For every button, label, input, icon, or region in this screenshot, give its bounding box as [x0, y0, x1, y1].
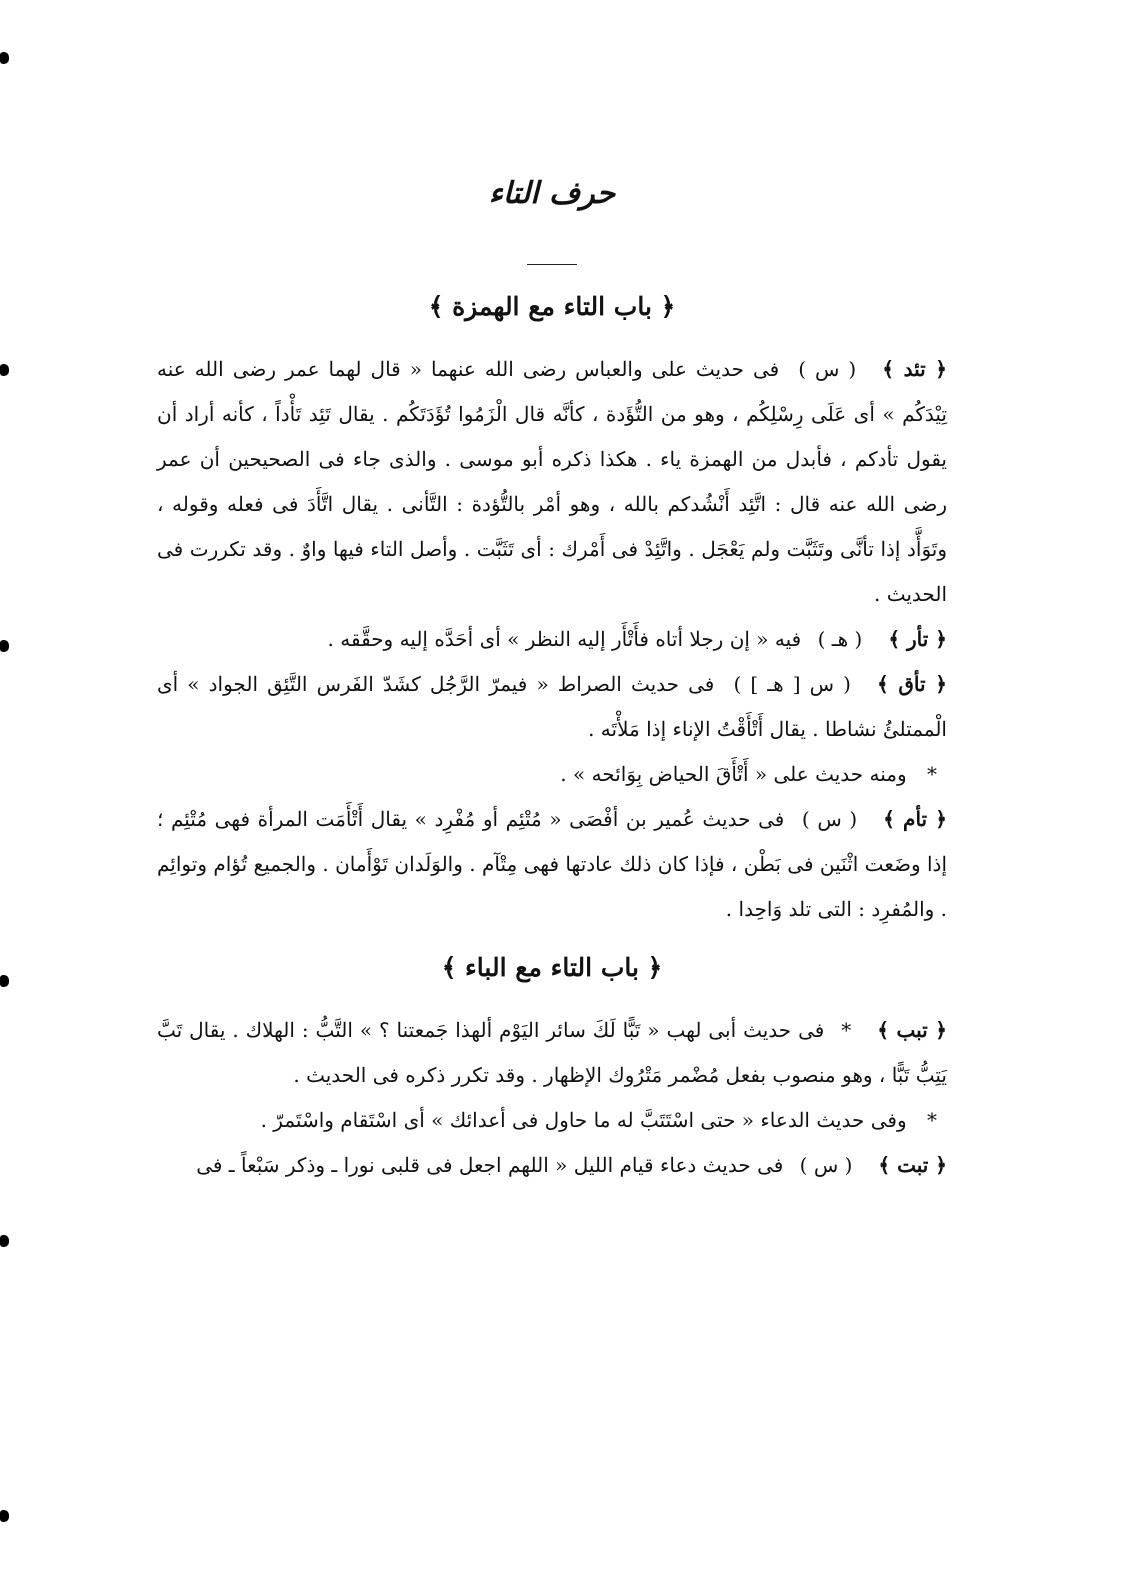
entry-headword: ﴿ تأق ﴾ [876, 672, 948, 696]
dictionary-entry [157, 662, 947, 752]
star-marker: * [841, 1018, 852, 1042]
scan-edge-mark [0, 1235, 9, 1247]
star-marker: * [927, 762, 937, 786]
scan-edge-mark [0, 640, 9, 652]
entry-text: فى حديث على والعباس رضى الله عنهما « قال لهما عمر رضى الله عنه تِيْدَكُم » أى عَلَى رِسْلِكُم ، وهو من التُّؤَدة ، كأنَّه قال الْزَمُوا تُؤَدَتَكُم . يقال تَئِد تَأْداً ، كأنه أراد أن يقول تأدكم ، فأبدل من الهمزة ياء . هكذا ذكره أبو موسى . والذى جاء فى الصحيحين أن عمر رضى الله عنه قال : اتَّئِد أَنْشُدكم بالله ، وهو أمْر بالتُّؤدة : التَّأنى . يقال اتَّأَدَ فى فعله وقوله ، وتَوَأَّد إذا تأنَّى وتَثَبَّت ولم يَعْجَل . واتَّئِدْ فى أَمْرك : أى تَثَبَّت . وأصل التاء فيها واوٌ . وقد تكررت فى الحديث . [157, 357, 948, 606]
section-heading: ﴿ باب التاء مع الباء ﴾ [441, 953, 663, 982]
chapter-title: حرف التاء [488, 176, 616, 211]
title-divider [527, 264, 577, 265]
dictionary-entry [157, 1143, 947, 1188]
entry-text: فى حديث دعاء قيام الليل « اللهم اجعل فى قلبى نورا ـ وذكر سَبْعاً ـ فى [196, 1153, 784, 1177]
entry-text: ومنه حديث على « أَتْأَقَ الحياض بِوَائحه » . [560, 762, 907, 786]
source-sigla: ( س ) [798, 357, 857, 381]
entry-text: فيه « إن رجلا أتاه فأَتْأَر إليه النظر » أى أحَدَّه إليه وحقَّقه . [327, 627, 802, 651]
entry-headword: ﴿ تأم ﴾ [883, 807, 948, 831]
dictionary-entry [157, 1008, 947, 1098]
dictionary-entry [157, 797, 947, 932]
entry-headword: ﴿ تأر ﴾ [888, 627, 947, 651]
entry-text: وفى حديث الدعاء « حتى اسْتَتَبَّ له ما حاول فى أعدائك » أى اسْتَقام واسْتَمرّ . [260, 1108, 907, 1132]
entry-text: فى حديث الصراط « فيمرّ الرَّجُل كشَدّ الفَرس التَّئِق الجواد » أى الْممتلئُ نشاطا . يقال أَتْأَقْتُ الإناء إذا مَلأْتَه . [157, 672, 947, 741]
dictionary-subentry [157, 1098, 947, 1143]
entry-text: فى حديث عُمير بن أفْصَى « مُتْئِم أو مُفْرِد » يقال أَتْأَمَت المرأة فهى مُتْئِم ؛ إذا وضَعت اثْنَين فى بَطْن ، فإذا كان ذلك عادتها فهى مِتْآم . والوَلَدان تَوْأَمان . والجميع تُؤام وتوائِم . والمُفرِد : التى تلد وَاحِدا . [157, 807, 947, 921]
star-marker: * [927, 1108, 937, 1132]
source-sigla: ( س ) [801, 807, 858, 831]
entry-text: فى حديث أبى لهب « تَبًّا لَكَ سائر اليَوْم ألهذا جَمعتنا ؟ » التَّبُّ : الهلاك . يقال تَبَّ يَتِبُّ تَبًّا ، وهو منصوب بفعل مُضْمر مَتْرُوك الإظهار . وقد تكرر ذكره فى الحديث . [157, 1018, 947, 1087]
scan-edge-mark [0, 52, 9, 64]
source-sigla: ( س [ هـ ] ) [733, 672, 851, 696]
source-sigla: ( هـ ) [817, 627, 863, 651]
dictionary-entry [157, 617, 947, 662]
dictionary-entry [157, 347, 947, 617]
entry-headword: ﴿ تبب ﴾ [877, 1018, 947, 1042]
scan-edge-mark [0, 364, 9, 376]
scan-edge-mark [0, 1510, 9, 1522]
entry-headword: ﴿ تبت ﴾ [878, 1153, 947, 1177]
scan-edge-mark [0, 975, 9, 987]
dictionary-subentry [157, 752, 947, 797]
entry-headword: ﴿ تئد ﴾ [882, 357, 948, 381]
document-page [157, 170, 947, 1188]
source-sigla: ( س ) [799, 1153, 853, 1177]
section-heading: ﴿ باب التاء مع الهمزة ﴾ [428, 292, 676, 321]
